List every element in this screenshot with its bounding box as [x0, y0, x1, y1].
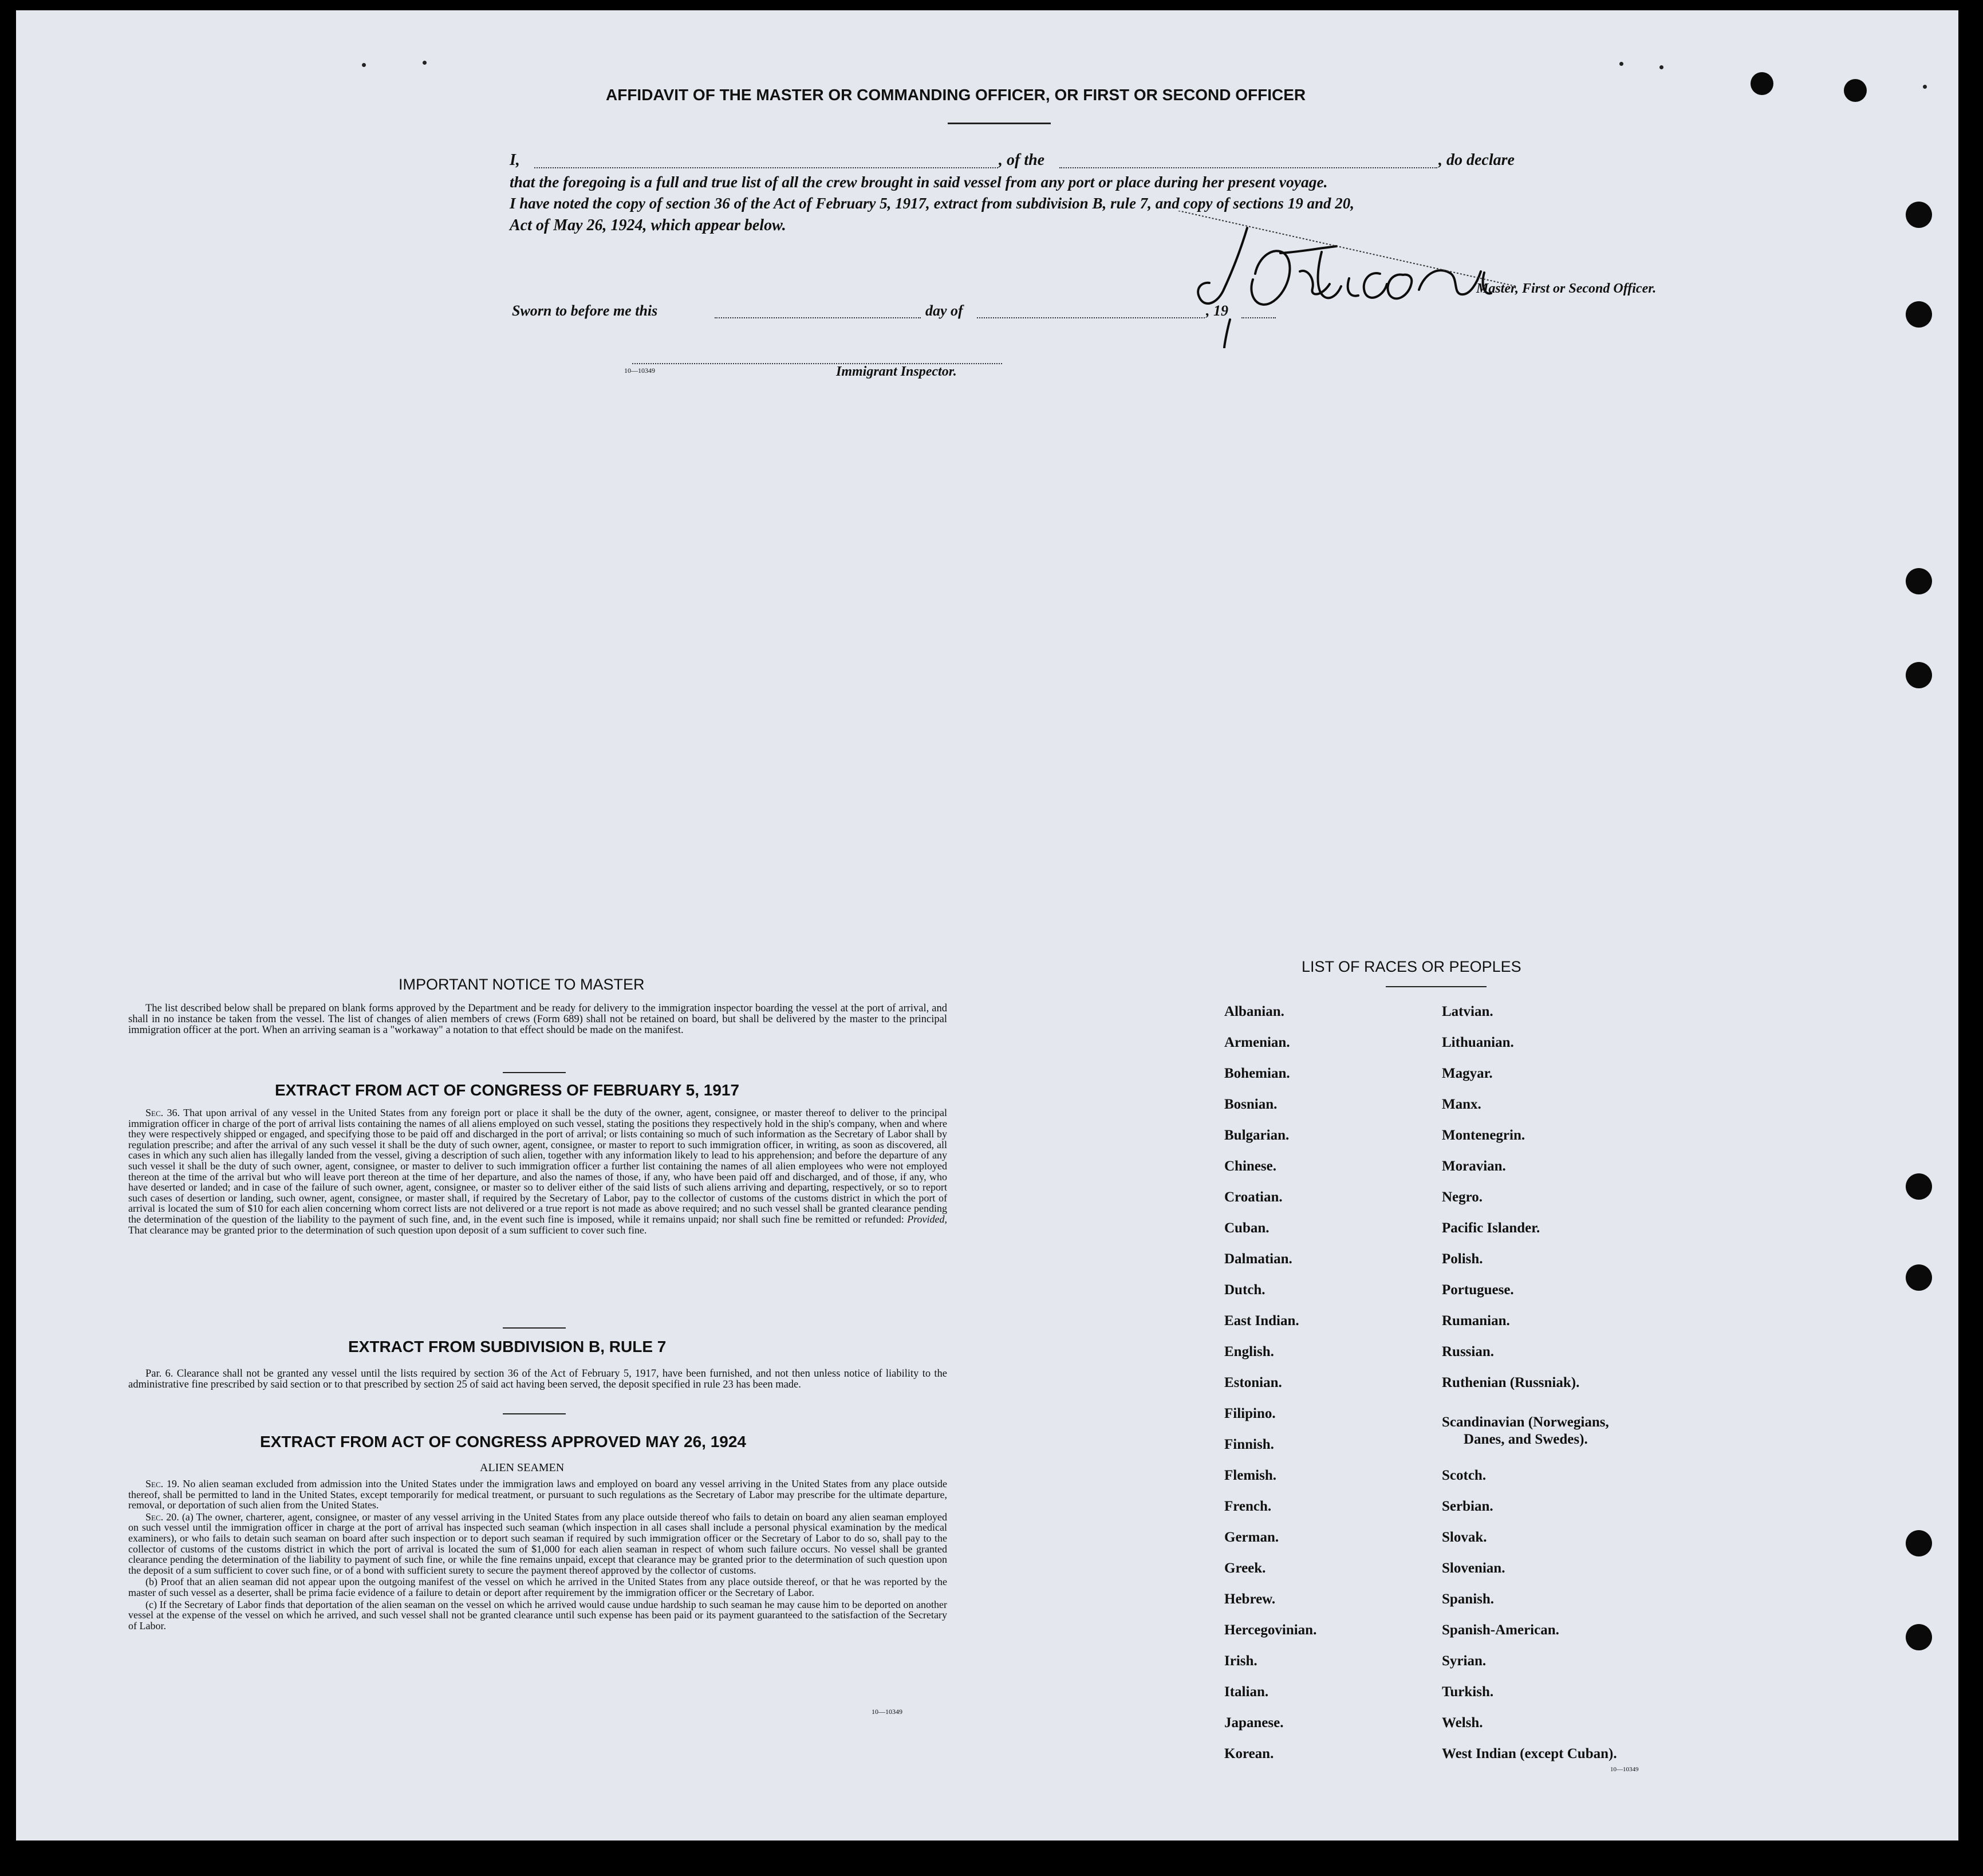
- race-right-item: Danes, and Swedes).: [1464, 1432, 1588, 1447]
- sworn-year-field[interactable]: [1241, 317, 1276, 318]
- punch-hole: [1906, 662, 1932, 688]
- race-left-item: German.: [1224, 1530, 1279, 1545]
- sec-36-label: Sec. 36.: [145, 1107, 180, 1118]
- sec-19-text: No alien seaman excluded from admission into the United States under the immigration laws and employed on board any vessel arriving in the United States from any place outside thereof, shall be permitted to land in the United States, except temporarily for medical treatment, or pursuant to such regulations as the Secretary of Labor may prescribe for the ultimate departure, removal, or deportation of such alien from the United States.: [128, 1478, 948, 1511]
- race-right-item: Serbian.: [1442, 1499, 1493, 1514]
- race-left-item: Flemish.: [1224, 1468, 1276, 1483]
- race-right-item: Moravian.: [1442, 1158, 1506, 1174]
- affidavit-title: AFFIDAVIT OF THE MASTER OR COMMANDING OFFICER, OR FIRST OR SECOND OFFICER: [606, 86, 1306, 104]
- race-left-item: Bosnian.: [1224, 1097, 1278, 1112]
- section-divider: [503, 1327, 566, 1329]
- race-right-item: Scandinavian (Norwegians,: [1442, 1414, 1609, 1430]
- sec-20b-paragraph: (b) Proof that an alien seaman did not appear upon the outgoing manifest of the vessel on which he arrived in the United States from any place outside thereof, or that he was reported by the master of such vessel as a deserter, shall be prima facie evidence of a failure to detain or deport after requirement by the immigration officer or the Secretary of Labor.: [128, 1576, 947, 1598]
- notice-paragraph: The list described below shall be prepared on blank forms approved by the Department and be ready for delivery to the immigration inspector boarding the vessel at the port of arrival, and shall in no instance be taken from the vessel. The list of changes of alien members of crews (Form 689) shall not be retained on board, but shall be delivered by the master to the principal immigration officer at the port. When an arriving seaman is a "workaway" a notation to that effect should be made on the manifest.: [128, 1003, 947, 1036]
- sec-20a-text: (a) The owner, charterer, agent, consignee, or master of any vessel arriving in the United States from any place outside thereof who fails to detain on board any alien seaman employed on such vessel until the immigration officer in charge at the port of arrival has inspected such seaman (which inspection in all cases shall include a personal physical examination by the medical examiners), or who fails to detain such seaman on board after such inspection or to deport such seaman if required by such immigration officer or the Secretary of Labor to do so, shall pay to the collector of customs of the customs district in which the port of arrival is located the sum of $1,000 for each alien seaman in respect of whom such failure occurs. No vessel shall be granted clearance pending the determination of the liability to payment of such fine, or while the fine remains unpaid, except that clearance may be granted prior to the determination of such question upon the deposit of a sum sufficient to cover such fine, or of a bond with sufficient surety to secure the payment thereof approved by the collector of customs.: [128, 1511, 948, 1576]
- notice-title: IMPORTANT NOTICE TO MASTER: [399, 976, 645, 993]
- race-left-item: Armenian.: [1224, 1035, 1290, 1050]
- race-right-item: Welsh.: [1442, 1715, 1483, 1731]
- punch-hole: [1906, 301, 1932, 328]
- race-left-item: English.: [1224, 1344, 1274, 1359]
- race-left-item: East Indian.: [1224, 1313, 1299, 1329]
- punch-hole: [1906, 1173, 1932, 1200]
- sec-36-text-end: That clearance may be granted prior to the determination of such question upon deposit of a sum sufficient to cover such fine.: [128, 1224, 647, 1236]
- race-left-item: Estonian.: [1224, 1375, 1282, 1390]
- race-left-item: Albanian.: [1224, 1004, 1284, 1019]
- sworn-month-field[interactable]: [977, 317, 1205, 318]
- race-left-item: French.: [1224, 1499, 1272, 1514]
- punch-hole: [1906, 202, 1932, 228]
- race-right-item: Spanish.: [1442, 1591, 1495, 1607]
- affidavit-of-the-label: , of the: [999, 151, 1045, 169]
- punch-hole: [1906, 1530, 1932, 1556]
- par-6-paragraph: Par. 6. Clearance shall not be granted any vessel until the lists required by section 36 of the Act of February 5, 1917, have been furnished, and not then unless notice of liability to the administrative fine prescribed by said section or to that prescribed by section 25 of said act having been served, the deposit specified in rule 23 has been made.: [128, 1368, 947, 1390]
- affidavit-i-label: I,: [510, 151, 520, 169]
- race-right-item: Slovak.: [1442, 1530, 1487, 1545]
- race-left-item: Hebrew.: [1224, 1591, 1276, 1607]
- race-right-item: West Indian (except Cuban).: [1442, 1746, 1617, 1761]
- section-divider: [503, 1413, 566, 1414]
- affidavit-line-2: that the foregoing is a full and true list of all the crew brought in said vessel from any port or place during her present voyage.: [510, 173, 1328, 191]
- race-right-item: Negro.: [1442, 1189, 1483, 1205]
- race-right-item: Syrian.: [1442, 1653, 1487, 1669]
- race-right-item: Pacific Islander.: [1442, 1220, 1540, 1236]
- speck: [362, 63, 366, 67]
- race-left-item: Bulgarian.: [1224, 1128, 1290, 1143]
- subdivision-b-text: [128, 1369, 947, 1392]
- race-left-item: Filipino.: [1224, 1406, 1276, 1421]
- day-of-label: day of: [925, 302, 963, 319]
- sworn-day-field[interactable]: [715, 317, 921, 318]
- punch-hole: [1906, 1624, 1932, 1650]
- affidavit-line-3: I have noted the copy of section 36 of the Act of February 5, 1917, extract from subdivision B, rule 7, and copy of sections 19 and 20,: [510, 195, 1354, 212]
- sec-19-paragraph: [128, 1479, 947, 1511]
- sworn-label: Sworn to before me this: [512, 302, 658, 319]
- affidavit-do-declare-label: , do declare: [1438, 151, 1515, 169]
- races-title-underline: [1386, 986, 1487, 987]
- speck: [1659, 65, 1663, 69]
- inspector-caption: Immigrant Inspector.: [836, 364, 957, 379]
- speck: [1923, 85, 1927, 89]
- sec-36-text: That upon arrival of any vessel in the United States from any foreign port or place it shall be the duty of the owner, agent, consignee, or master thereof to deliver to the principal immigration officer in charge of the port of arrival lists containing the names of all aliens employed on such vessel, stating the positions they respectively hold in the ship's company, when and where they were respectively shipped or engaged, and specifying those to be paid off and discharged in the port of arrival; or lists containing so much of such information as the Secretary of Labor shall by regulation prescribe; and after the arrival of any such vessel it shall be the duty of such owner, agent, consignee, or master to report to such immigration officer, in writing, as soon as discovered, all cases in which any such alien has illegally landed from the vessel, giving a description of such alien, together with any information likely to lead to his apprehension; and before the departure of any such vessel it shall be the duty of such owner, agent, consignee, or master to deliver to such immigration officer a further list containing the names of all alien employees who were not employed thereon at the time of the arrival but who will leave port thereon at the time of her departure, and also the names of those, if any, who have been paid off and discharged, and of those, if any, who have deserted or landed; and in case of the failure of such owner, agent, consignee, or master so to deliver either of the said lists of such aliens arriving and departing, respectively, or so to report such cases of desertion or landing, such owner, agent, consignee, or master shall, if required by the Secretary of Labor, pay to the collector of customs of the customs district in which the port of arrival is located the sum of $10 for each alien concerning whom correct lists are not delivered or a true report is not made as above required; and no such vessel shall be granted clearance pending the determination of the question of the liability to the payment of such fine, and, in the event such fine is imposed, while it remains unpaid; nor shall such fine be remitted or refunded:: [128, 1107, 947, 1225]
- race-right-item: Polish.: [1442, 1251, 1483, 1267]
- sec-19-label: Sec. 19.: [145, 1478, 180, 1489]
- race-left-item: Cuban.: [1224, 1220, 1270, 1236]
- extract-1917-title: EXTRACT FROM ACT OF CONGRESS OF FEBRUARY 5, 1917: [275, 1081, 740, 1099]
- race-right-item: Rumanian.: [1442, 1313, 1510, 1329]
- speck: [423, 61, 427, 65]
- subdivision-b-title: EXTRACT FROM SUBDIVISION B, RULE 7: [348, 1338, 667, 1355]
- race-left-item: Greek.: [1224, 1560, 1266, 1576]
- sec-20c-paragraph: (c) If the Secretary of Labor finds that deportation of the alien seaman on the vessel on which he arrived would cause undue hardship to such seaman he may cause him to be deported on another vessel at the expense of the vessel on which he arrived, and such vessel shall not be granted clearance until such expense has been paid or its payment guaranteed to the satisfaction of the Secretary of Labor.: [128, 1598, 947, 1631]
- race-left-item: Dalmatian.: [1224, 1251, 1292, 1267]
- race-left-item: Bohemian.: [1224, 1066, 1290, 1081]
- form-number: 10—10349: [624, 366, 655, 375]
- form-number-footer: 10—10349: [872, 1708, 902, 1716]
- race-left-item: Dutch.: [1224, 1282, 1266, 1298]
- provided-word: Provided,: [907, 1213, 947, 1225]
- race-right-item: Slovenian.: [1442, 1560, 1505, 1576]
- punch-hole: [1906, 1264, 1932, 1291]
- race-right-item: Russian.: [1442, 1344, 1495, 1359]
- race-right-item: Portuguese.: [1442, 1282, 1514, 1298]
- race-left-item: Japanese.: [1224, 1715, 1284, 1731]
- race-left-item: Hercegovinian.: [1224, 1622, 1317, 1638]
- race-right-item: Montenegrin.: [1442, 1128, 1525, 1143]
- extract-1924-title: EXTRACT FROM ACT OF CONGRESS APPROVED MAY 26, 1924: [260, 1433, 746, 1451]
- sec-20a-paragraph: [128, 1512, 947, 1576]
- signature-image: [1167, 211, 1522, 348]
- race-right-item: Scotch.: [1442, 1468, 1487, 1483]
- master-name-field[interactable]: [534, 167, 998, 168]
- affidavit-line-4: Act of May 26, 1924, which appear below.: [510, 216, 786, 234]
- title-underline: [948, 123, 1051, 124]
- sec-20-label: Sec. 20.: [145, 1511, 179, 1523]
- race-right-item: Lithuanian.: [1442, 1035, 1514, 1050]
- race-right-item: Latvian.: [1442, 1004, 1493, 1019]
- race-left-item: Finnish.: [1224, 1437, 1274, 1452]
- punch-hole-mark: [1751, 72, 1773, 95]
- year-label: , 19: [1206, 302, 1228, 319]
- extract-1917-text: [128, 1108, 947, 1236]
- race-right-item: Turkish.: [1442, 1684, 1494, 1700]
- punch-hole: [1906, 568, 1932, 594]
- race-left-item: Croatian.: [1224, 1189, 1283, 1205]
- race-right-item: Manx.: [1442, 1097, 1481, 1112]
- section-divider: [503, 1072, 566, 1073]
- extract-1924-text: [128, 1479, 947, 1632]
- signature-caption: Master, First or Second Officer.: [1476, 281, 1657, 296]
- race-right-item: Ruthenian (Russniak).: [1442, 1375, 1580, 1390]
- race-left-item: Italian.: [1224, 1684, 1269, 1700]
- race-left-item: Korean.: [1224, 1746, 1274, 1761]
- race-left-item: Chinese.: [1224, 1158, 1276, 1174]
- document-sheet: [16, 10, 1958, 1840]
- speck: [1619, 62, 1623, 66]
- punch-hole-mark: [1844, 79, 1867, 102]
- races-title: LIST OF RACES OR PEOPLES: [1302, 958, 1521, 975]
- notice-text: [128, 1003, 947, 1037]
- race-left-item: Irish.: [1224, 1653, 1257, 1669]
- race-right-item: Magyar.: [1442, 1066, 1493, 1081]
- alien-seamen-subtitle: ALIEN SEAMEN: [480, 1461, 565, 1474]
- races-form-number: 10—10349: [1610, 1766, 1639, 1773]
- vessel-name-field[interactable]: [1059, 167, 1437, 168]
- sec-36-paragraph: [128, 1108, 947, 1235]
- race-right-item: Spanish-American.: [1442, 1622, 1559, 1638]
